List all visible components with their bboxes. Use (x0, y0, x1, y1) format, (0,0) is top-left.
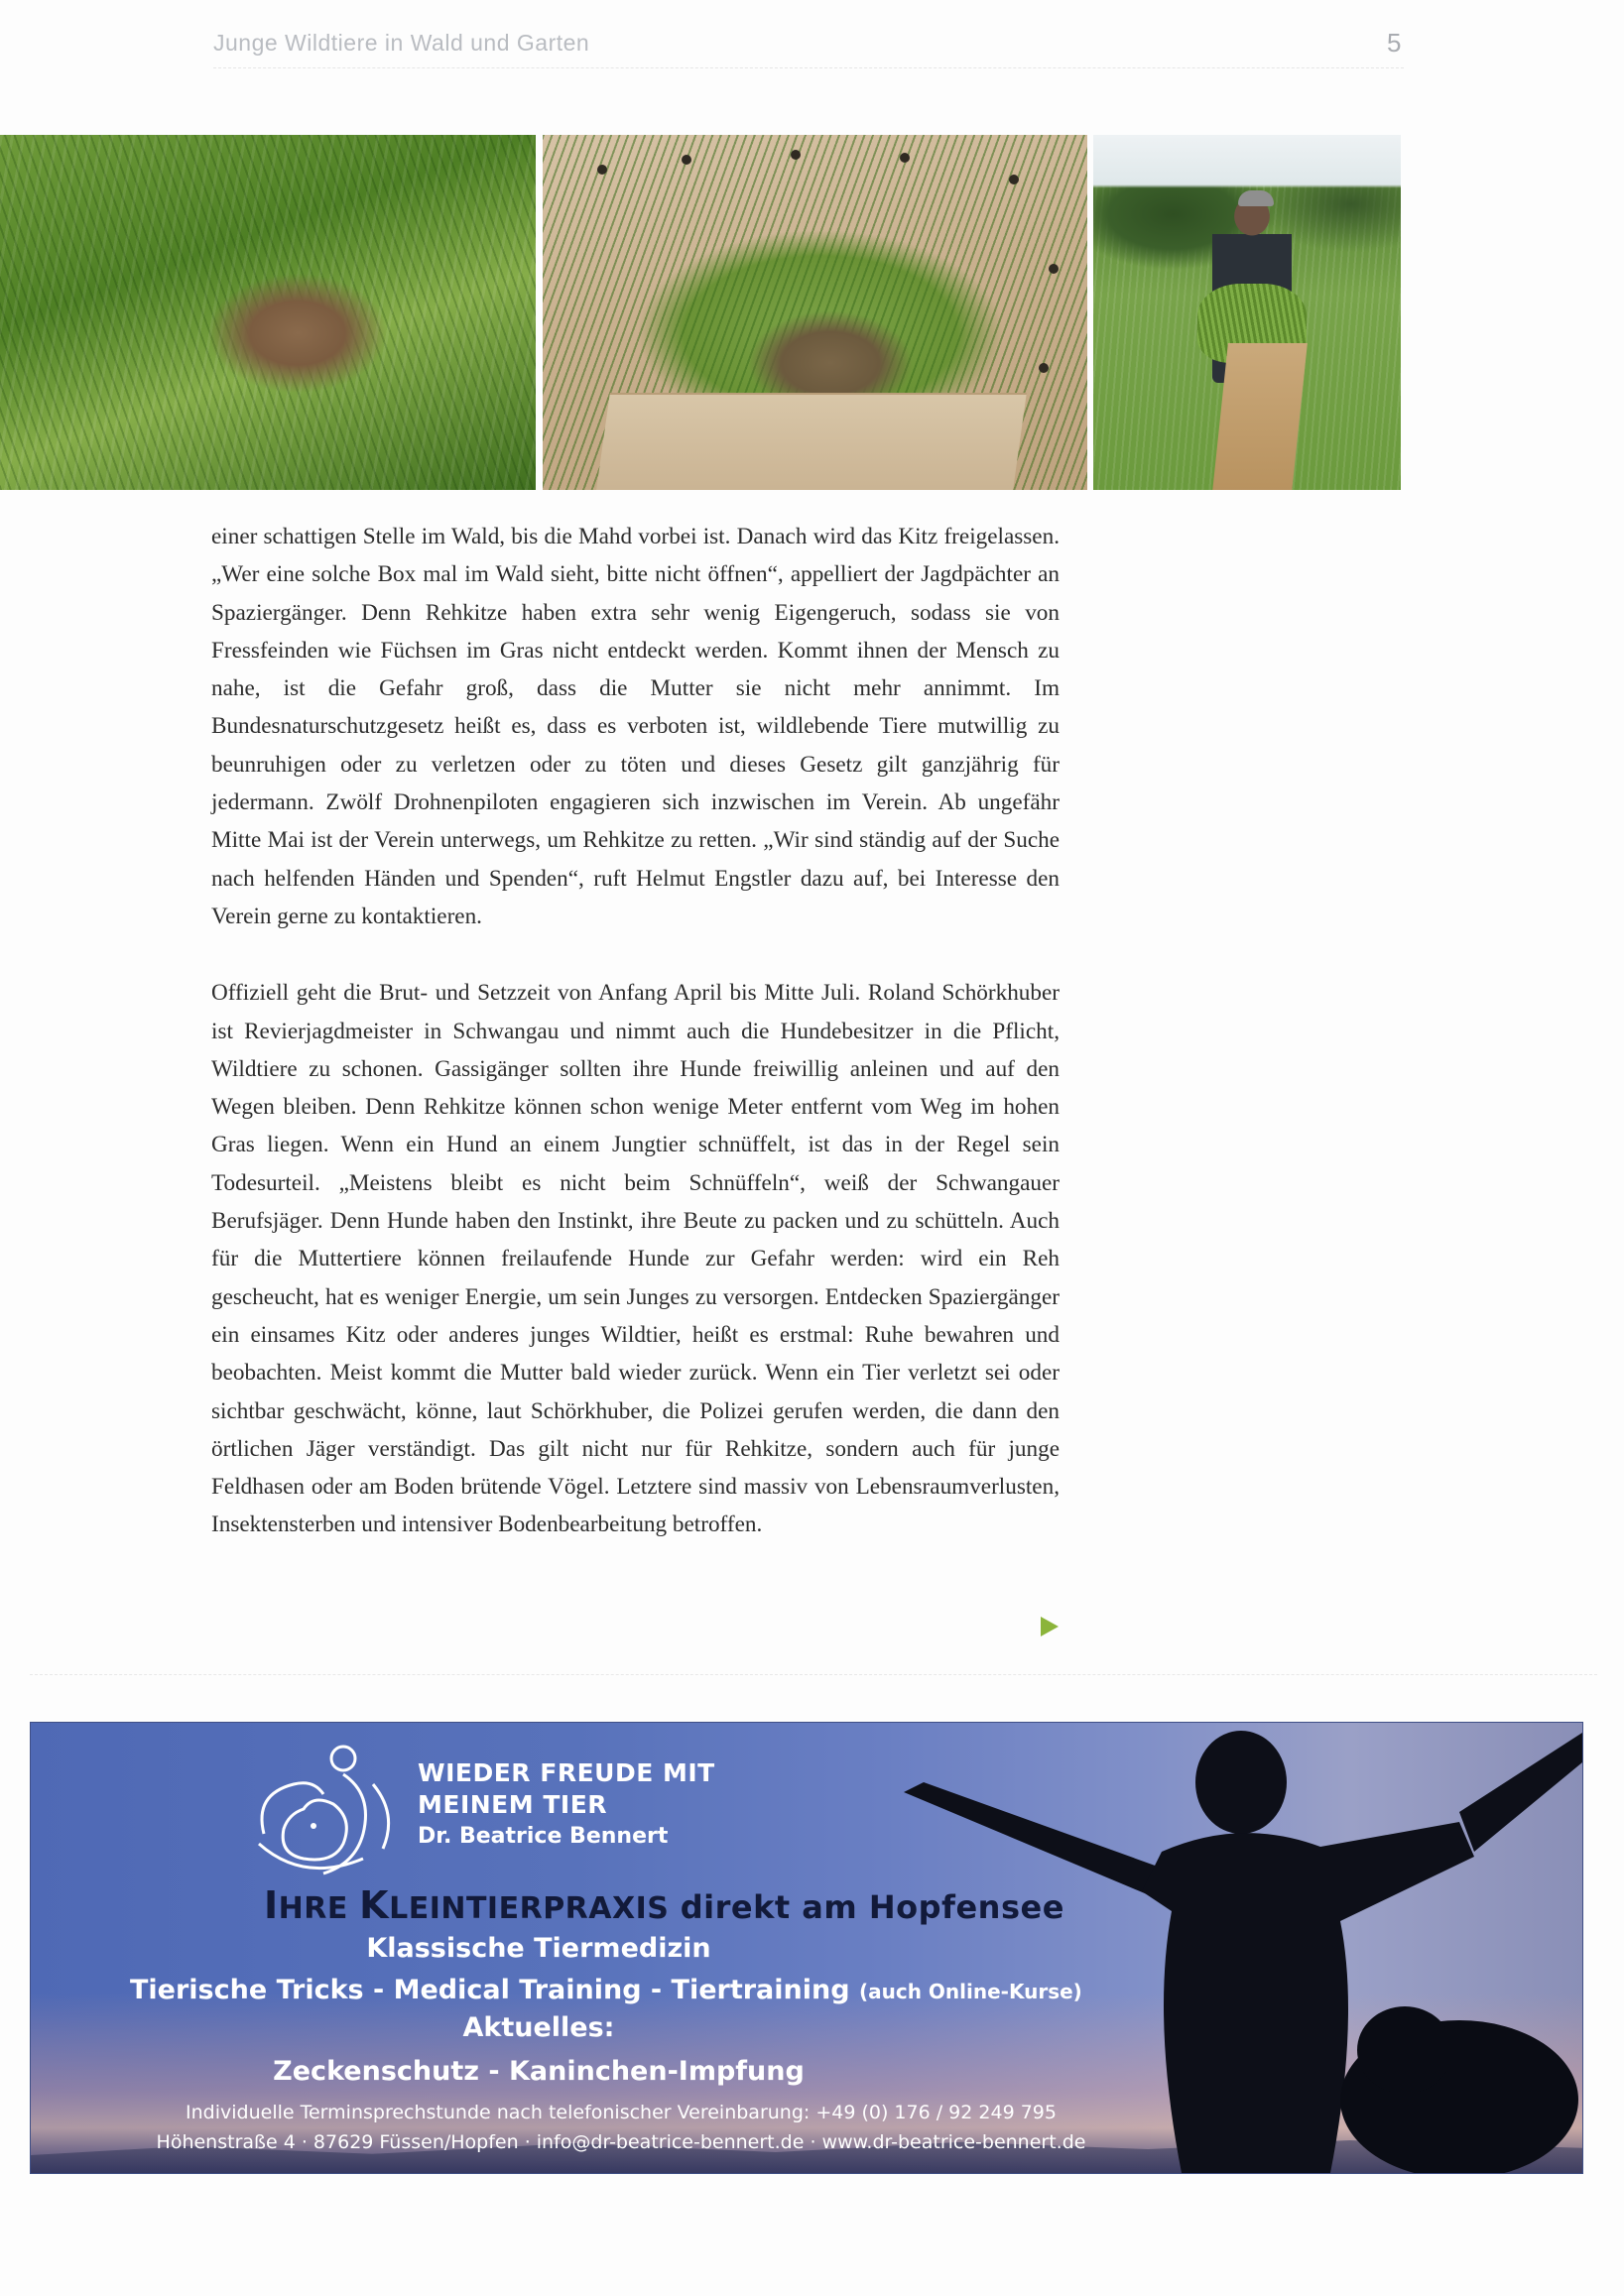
man-cap (1238, 190, 1274, 206)
box-hole (1049, 264, 1059, 274)
ad-service-training-text: Tierische Tricks - Medical Training - Tiertraining (130, 1975, 850, 2005)
ad-title-line-2: MEINEM TIER (418, 1790, 608, 1819)
article-body (211, 518, 1060, 1583)
vet-logo-icon (244, 1735, 403, 1883)
box-hole (597, 165, 607, 175)
box-hole (900, 153, 910, 163)
cardboard-box (1212, 343, 1308, 490)
continue-arrow-icon (1041, 1617, 1059, 1636)
ad-news-label: Aktuelles: (462, 2012, 615, 2043)
box-hole (791, 150, 801, 160)
article-paragraph-1: einer schattigen Stelle im Wald, bis die Mahd vorbei ist. Danach wird das Kitz freigelassen. „Wer eine solche Box mal im Wald sieht, bitte nicht öffnen“, appelliert der Jagdpächter an Spaziergänger. Denn Rehkitze haben extra sehr wenig Eigengeruch, sodass sie von Fressfeinden wie Füchsen im Gras nicht entdeckt werden. Kommt ihnen der Mensch zu nahe, ist die Gefahr groß, dass die Mutter sie nicht mehr annimmt. Im Bundesnaturschutzgesetz heißt es, dass es verboten ist, wildlebende Tiere mutwillig zu beunruhigen oder zu verletzen oder zu töten und dieses Gesetz gilt ganzjährig für jedermann. Zwölf Drohnenpiloten engagieren sich inzwischen im Verein. Ab ungefähr Mitte Mai ist der Verein unterwegs, um Rehkitze zu retten. „Wir sind ständig auf der Suche nach helfenden Händen und Spenden“, ruft Helmut Engstler dazu auf, bei Interesse den Verein gerne zu kontaktieren. (211, 524, 1060, 929)
box-flap (594, 393, 1027, 490)
ad-headline-tail: direkt am Hopfensee (680, 1888, 1064, 1926)
ad-divider (30, 1674, 1597, 1675)
box-hole (1009, 175, 1019, 184)
vet-advertisement (30, 1722, 1583, 2174)
ad-headline-rest: LEINTIERPRAXIS (389, 1891, 670, 1926)
running-title: Junge Wildtiere in Wald und Garten (213, 30, 590, 56)
photo-man-carrying-box (1093, 135, 1401, 490)
photo-fawn-in-grass (0, 135, 536, 490)
ad-headline-initial: I (264, 1883, 279, 1927)
ad-headline (264, 1883, 1064, 1927)
header-divider (213, 67, 1404, 68)
page-number: 5 (1387, 28, 1402, 58)
box-hole (1039, 363, 1049, 373)
ad-service-online-note: (auch Online-Kurse) (858, 1980, 1082, 2003)
ad-headline-rest: HRE (278, 1891, 348, 1926)
ad-news-text: Zeckenschutz - Kaninchen-Impfung (273, 2056, 805, 2087)
box-hole (682, 155, 691, 165)
ad-title-line-1: WIEDER FREUDE MIT (418, 1758, 715, 1787)
ad-service-training (130, 1975, 1082, 2005)
article-paragraph-2: Offiziell geht die Brut- und Setzzeit von Anfang April bis Mitte Juli. Roland Schörkhuber ist Revierjagdmeister in Schwangau und nimmt auch die Hundebesitzer in die Pflicht, Wildtiere zu schonen. Gassigänger sollten ihre Hunde freiwillig anleinen und auf den Wegen bleiben. Denn Rehkitze können schon wenige Meter entfernt vom Weg im hohen Gras liegen. Wenn ein Hund an einem Jungtier schnüffelt, ist das in der Regel sein Todesurteil. „Meistens bleibt es nicht beim Schnüffeln“, weiß der Schwangauer Berufsjäger. Denn Hunde haben den Instinkt, ihre Beute zu packen und zu schütteln. Auch für die Muttertiere können freilaufende Hunde zur Gefahr werden: wird ein Reh gescheucht, hat es weniger Energie, um sein Junges zu versorgen. Entdecken Spaziergänger ein einsames Kitz oder anderes junges Wildtier, heißt es erstmal: Ruhe bewahren und beobachten. Meist kommt die Mutter bald wieder zurück. Wenn ein Tier verletzt sei oder sichtbar geschwächt, könne, laut Schörkhuber, die Polizei gerufen werden, die dann den örtlichen Jäger verständigt. Das gilt nicht nur für Rehkitze, sondern auch für junge Feldhasen oder am Boden brütende Vögel. Letztere sind massiv von Lebensraumverlusten, Insektensterben und intensiver Bodenbearbeitung betroffen. (211, 980, 1060, 1538)
ad-service-classic: Klassische Tiermedizin (366, 1933, 711, 1964)
ad-headline-initial: K (359, 1883, 390, 1927)
photo-fawn-in-box (543, 135, 1087, 490)
ad-doctor-name: Dr. Beatrice Bennert (418, 1824, 669, 1849)
ad-appointment-info: Individuelle Terminsprechstunde nach telefonischer Vereinbarung: +49 (0) 176 / 92 249 795 (186, 2102, 1057, 2123)
ad-contact-info: Höhenstraße 4 · 87629 Füssen/Hopfen · info@dr-beatrice-bennert.de · www.dr-beatrice-bennert.de (156, 2131, 1086, 2153)
